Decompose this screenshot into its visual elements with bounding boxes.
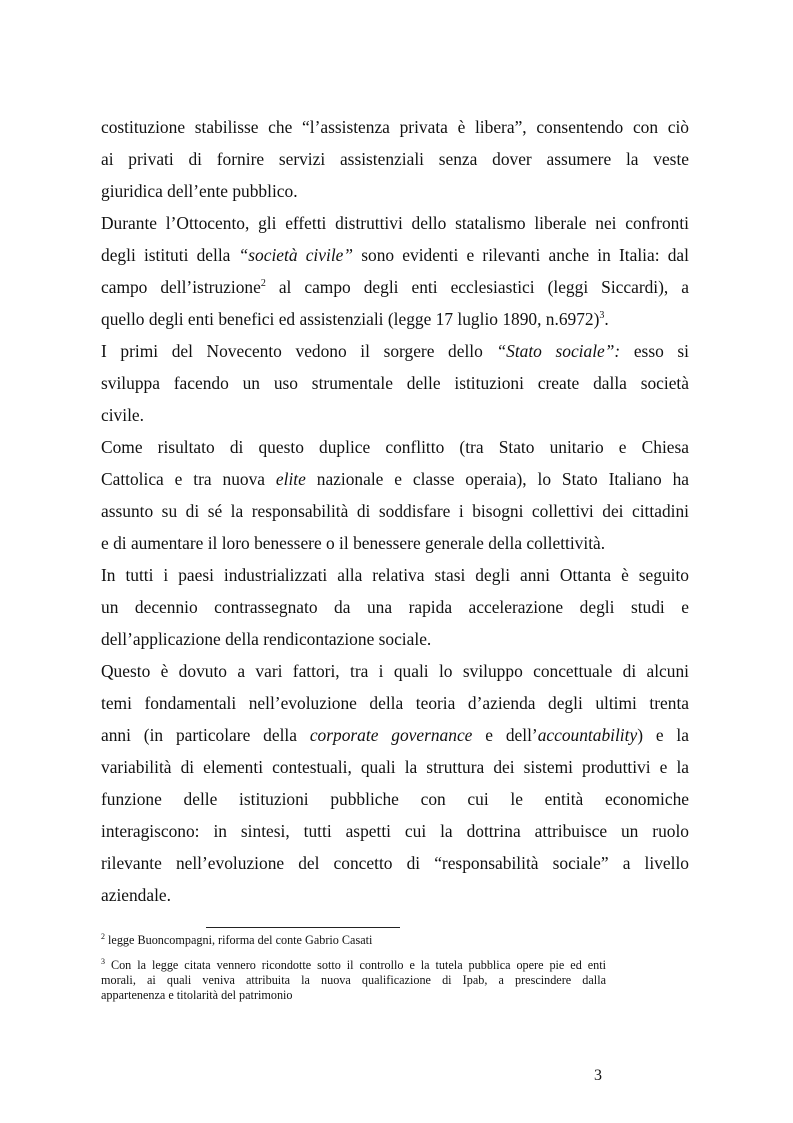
text-run: Questo è dovuto a vari fattori, tra i quali lo sviluppo concettuale di alcuni: [101, 661, 689, 681]
footnote-text: morali, ai quali veniva attribuita la nuova qualificazione di Ipab, a prescindere dalla: [101, 973, 606, 987]
text-line: [101, 815, 689, 847]
text-line: [101, 111, 689, 143]
text-line: [101, 783, 689, 815]
text-run: Durante l’Ottocento, gli effetti distruttivi dello statalismo liberale nei confronti: [101, 213, 689, 233]
footnote-line: [101, 933, 606, 948]
text-run: Cattolica e tra nuova: [101, 469, 276, 489]
paragraph-2: [101, 207, 689, 335]
text-run: In tutti i paesi industrializzati alla relativa stasi degli anni Ottanta è seguito: [101, 565, 689, 585]
footnote-marker: 2: [101, 931, 105, 941]
italic-term-elite: elite: [275, 469, 306, 489]
footnotes: [101, 933, 606, 1013]
text-line: [101, 655, 689, 687]
text-run: ai privati di fornire servizi assistenziali senza dover assumere la veste: [101, 149, 689, 169]
text-run: funzione delle istituzioni pubbliche con cui le entità economiche: [101, 789, 689, 809]
footnote-line: [101, 973, 606, 988]
italic-term-accountability: accountability: [537, 725, 638, 745]
footnote-marker: 3: [101, 956, 105, 966]
text-run: costituzione stabilisse che “l’assistenza privata è libera”, consentendo con ciò: [101, 117, 689, 137]
text-run: sono evidenti e rilevanti anche in Italia: dal: [353, 245, 689, 265]
text-run: rilevante nell’evoluzione del concetto di “responsabilità sociale” a livello: [101, 853, 689, 873]
footnote-line: [101, 988, 606, 1003]
text-run: I primi del Novecento vedono il sorgere dello: [101, 341, 497, 361]
paragraph-1: [101, 111, 689, 207]
text-run: civile.: [101, 405, 144, 425]
text-run: anni (in particolare della: [101, 725, 310, 745]
text-line: [101, 367, 689, 399]
page-number: 3: [594, 1067, 602, 1084]
footnote-text: appartenenza e titolarità del patrimonio: [101, 988, 293, 1002]
text-run: un decennio contrassegnato da una rapida accelerazione degli studi e: [101, 597, 689, 617]
paragraph-4: [101, 431, 689, 559]
text-line: [101, 751, 689, 783]
footnote-text: Con la legge citata vennero ricondotte sotto il controllo e la tutela pubblica opere pie ed enti: [110, 958, 607, 972]
text-run: .: [604, 309, 609, 329]
text-line: [101, 559, 689, 591]
text-run: quello degli enti benefici ed assistenziali (legge 17 luglio 1890, n.6972): [101, 309, 600, 329]
text-line: [101, 207, 689, 239]
text-line: [101, 527, 689, 559]
text-run: degli istituti della: [101, 245, 239, 265]
italic-term-corporate-governance: corporate governance: [309, 725, 473, 745]
text-run: ) e la: [637, 725, 689, 745]
text-line: [101, 847, 689, 879]
text-line: [101, 495, 689, 527]
text-run: Come risultato di questo duplice conflitto (tra Stato unitario e Chiesa: [101, 437, 689, 457]
text-line: [101, 719, 689, 751]
footnote-ref-2[interactable]: 2: [260, 278, 266, 290]
paragraph-5: [101, 559, 689, 655]
text-run: dell’applicazione della rendicontazione sociale.: [101, 629, 432, 649]
text-run: giuridica dell’ente pubblico.: [101, 181, 298, 201]
text-run: esso si: [620, 341, 689, 361]
paragraph-6: [101, 655, 689, 911]
text-line: [101, 271, 689, 303]
text-line: [101, 175, 689, 207]
footnote-ref-3[interactable]: 3: [599, 310, 605, 322]
body-text: [101, 111, 689, 911]
footnote-3: [101, 958, 606, 1003]
footnote-2: [101, 933, 606, 948]
text-line: [101, 303, 689, 335]
text-line: [101, 335, 689, 367]
text-run: al campo degli enti ecclesiastici (leggi Siccardi), a: [265, 277, 689, 297]
text-line: [101, 239, 689, 271]
text-run: nazionale e classe operaia), lo Stato Italiano ha: [305, 469, 689, 489]
text-line: [101, 399, 689, 431]
text-line: [101, 431, 689, 463]
footnote-line: [101, 958, 606, 973]
italic-term-societa-civile: “società civile”: [238, 245, 354, 265]
text-line: [101, 463, 689, 495]
text-run: assunto su di sé la responsabilità di soddisfare i bisogni collettivi dei cittadini: [101, 501, 689, 521]
footnote-text: legge Buoncompagni, riforma del conte Gabrio Casati: [108, 933, 373, 947]
text-run: variabilità di elementi contestuali, quali la struttura dei sistemi produttivi e la: [101, 757, 689, 777]
text-line: [101, 591, 689, 623]
text-line: [101, 687, 689, 719]
text-line: [101, 623, 689, 655]
text-run: temi fondamentali nell’evoluzione della teoria d’azienda degli ultimi trenta: [101, 693, 689, 713]
text-run: aziendale.: [101, 885, 171, 905]
footnote-divider: [206, 927, 400, 928]
text-line: [101, 143, 689, 175]
text-run: interagiscono: in sintesi, tutti aspetti cui la dottrina attribuisce un ruolo: [101, 821, 689, 841]
text-run: campo dell’istruzione: [101, 277, 261, 297]
italic-term-stato-sociale: “Stato sociale”:: [496, 341, 621, 361]
text-line: [101, 879, 689, 911]
text-run: e di aumentare il loro benessere o il benessere generale della collettività.: [101, 533, 606, 553]
paragraph-3: [101, 335, 689, 431]
text-run: e dell’: [472, 725, 538, 745]
text-run: sviluppa facendo un uso strumentale delle istituzioni create dalla società: [101, 373, 689, 393]
